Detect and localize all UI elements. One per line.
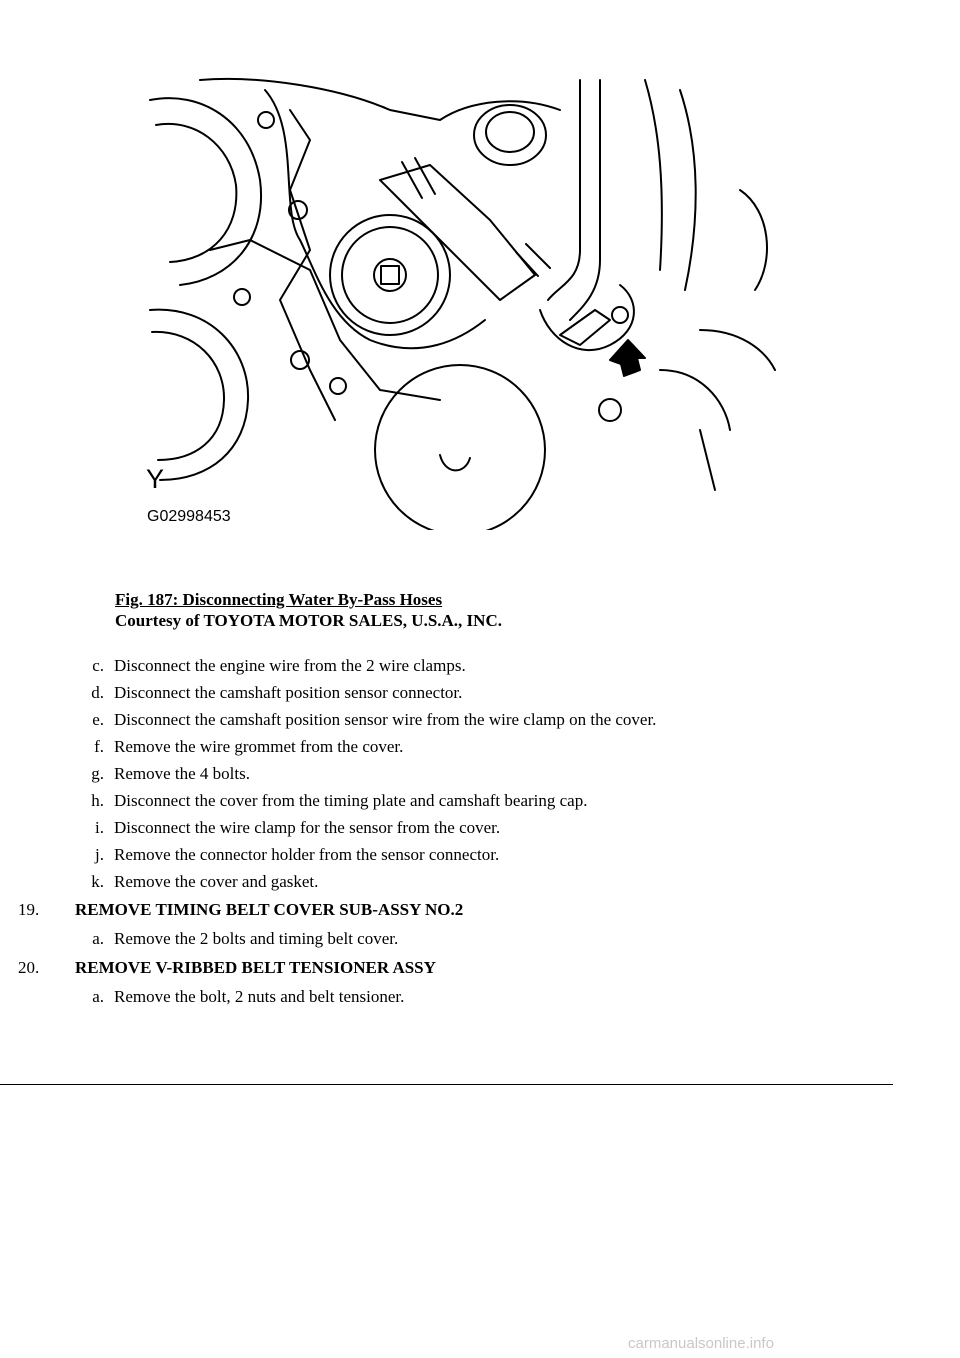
figure-caption-credit: Courtesy of TOYOTA MOTOR SALES, U.S.A., INC. bbox=[115, 611, 502, 630]
page-divider bbox=[0, 1084, 893, 1085]
watermark: carmanualsonline.info bbox=[628, 1335, 774, 1352]
figure-caption-title[interactable]: Fig. 187: Disconnecting Water By-Pass Hoses bbox=[115, 590, 443, 609]
engine-illustration bbox=[140, 70, 780, 530]
figure-code: G02998453 bbox=[147, 508, 231, 525]
figure-letter: Y bbox=[146, 464, 165, 494]
